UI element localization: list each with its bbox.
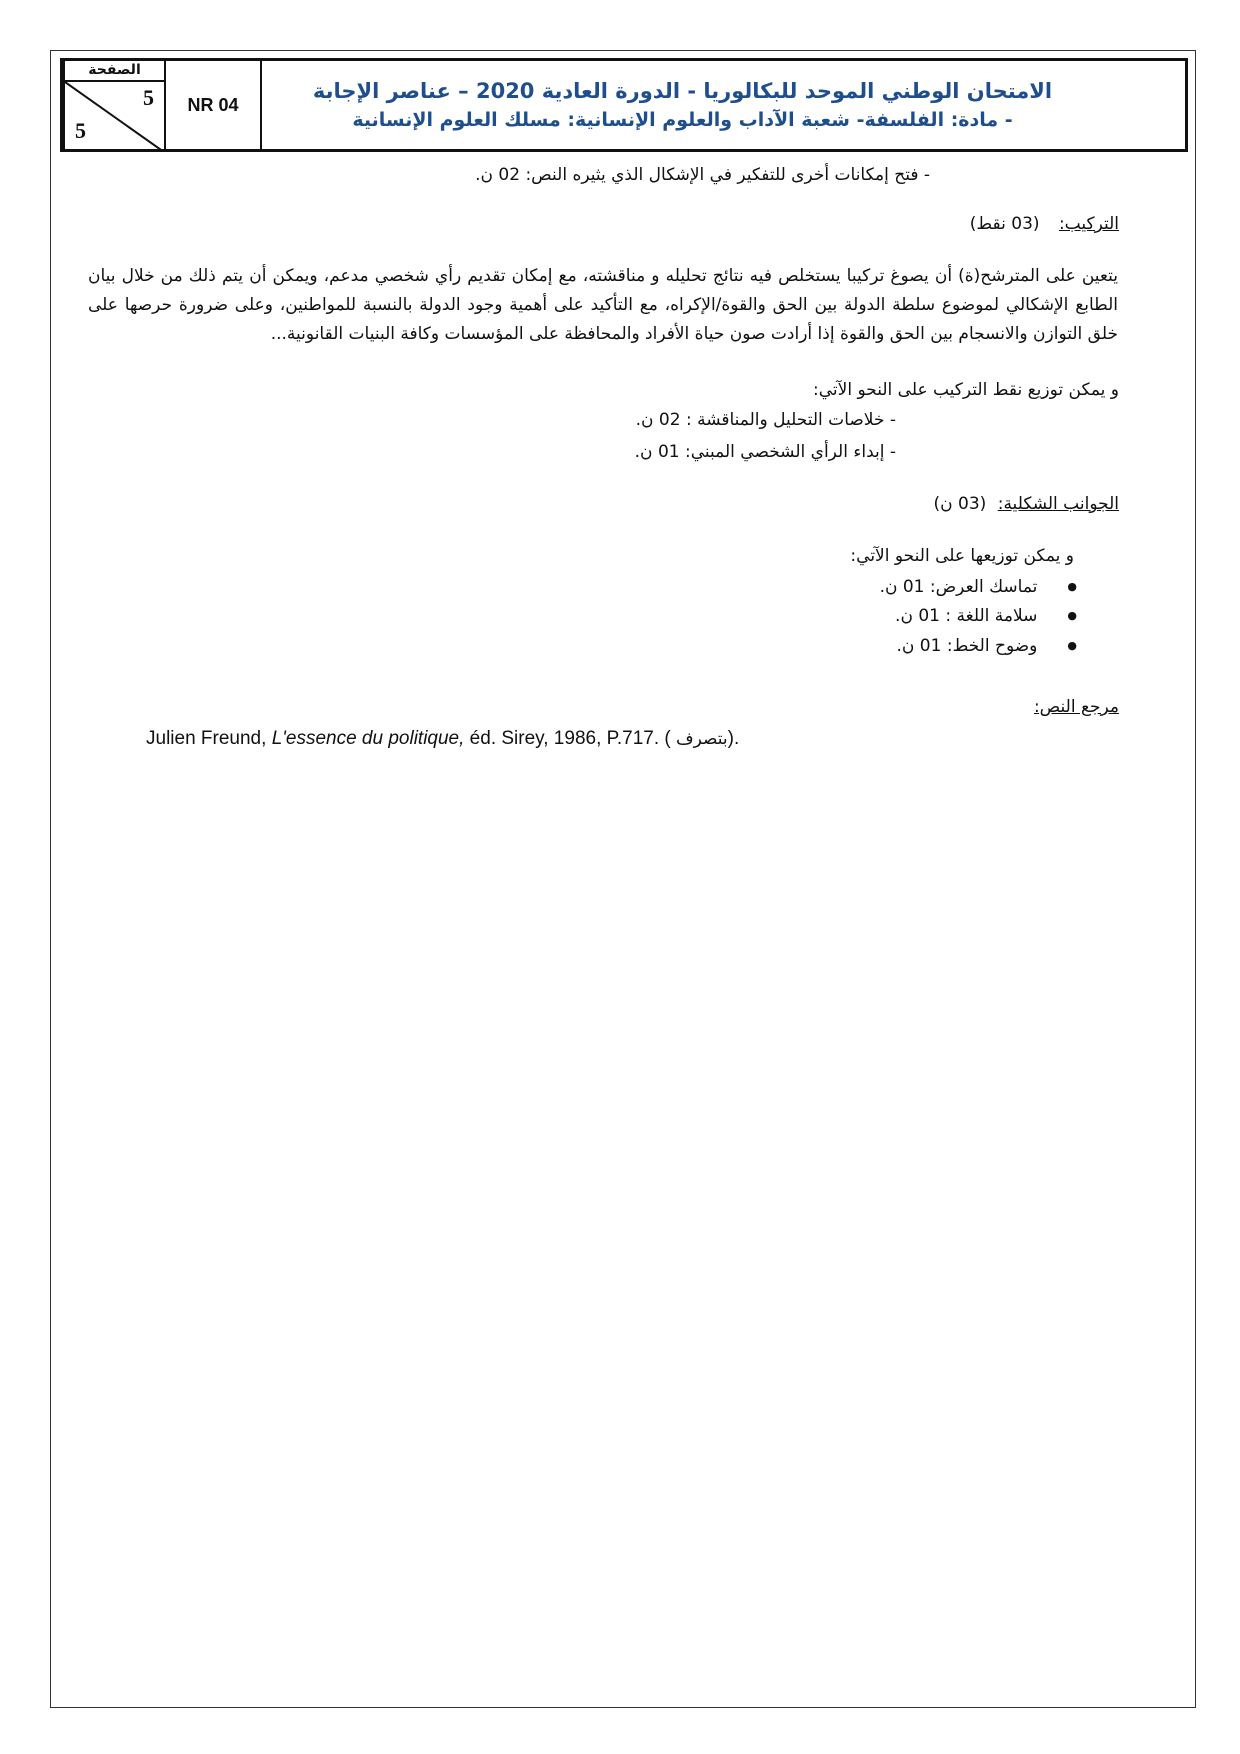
intro-line: - فتح إمكانات أخرى للتفكير في الإشكال الذي يثيره النص: 02 ن. [475,165,930,185]
synthesis-paragraph: يتعين على المترشح(ة) أن يصوغ تركيبا يستخلص فيه نتائج تحليله و مناقشته، مع إمكان تقديم رأي شخصي مدعم، ويمكن أن يتم ذلك من خلال بيان الطابع الإشكالي لموضوع سلطة الدولة بين الحق والقوة/الإكراه، مع التأكيد على أهمية وجود الدولة بالنسبة للمواطنين، وعلى ضرورة حرصها على خلق التوازن والانسجام بين الحق والقوة إذا أرادت صون حياة الأفراد والمحافظة على المؤسسات وكافة البنيات القانونية... [88,266,1118,344]
reference-note: بتصرف [676,729,728,749]
reference-closing: ). [727,728,740,749]
reference-author: Julien Freund, [146,728,272,749]
formal-item-3-text: وضوح الخط: 01 ن. [896,636,1038,656]
page-total: 5 [75,118,86,143]
synthesis-heading-row [970,214,1119,234]
formal-points: (03 ن) [933,494,987,514]
header-table [60,58,1188,152]
synthesis-distribution-intro: و يمكن توزيع نقط التركيب على النحو الآتي: [813,380,1119,400]
formal-heading: الجوانب الشكلية: [997,494,1119,514]
formal-heading-row [934,494,1120,514]
title-line-1: الامتحان الوطني الموحد للبكالوريا - الدورة العادية 2020 – عناصر الإجابة [312,79,1053,103]
title-line-2: - مادة: الفلسفة- شعبة الآداب والعلوم الإنسانية: مسلك العلوم الإنسانية [352,109,1013,131]
formal-item-3 [897,636,1078,656]
formal-item-1-text: تماسك العرض: 01 ن. [879,577,1038,597]
synthesis-item-1: - خلاصات التحليل والمناقشة : 02 ن. [635,410,896,430]
empty-cell [1103,61,1185,149]
synthesis-heading: التركيب: [1058,214,1119,234]
reference-citation [146,728,739,750]
reference-details: éd. Sirey, 1986, P.717. ( [464,728,677,749]
formal-item-1 [880,577,1077,597]
page-current: 5 [143,85,154,110]
exam-title [260,61,1103,149]
formal-item-2 [895,606,1077,626]
page-number-cell [63,61,164,149]
formal-distribution-intro: و يمكن توزيعها على النحو الآتي: [850,546,1074,566]
reference-book: L'essence du politique, [271,728,465,749]
exam-code: NR 04 [164,61,260,149]
synthesis-item-2: - إبداء الرأي الشخصي المبني: 01 ن. [634,442,896,462]
reference-heading: مرجع النص: [1033,697,1119,717]
formal-item-2-text: سلامة اللغة : 01 ن. [895,606,1038,626]
synthesis-points: (03 نقط) [969,214,1040,234]
page-label: الصفحة [65,61,164,82]
